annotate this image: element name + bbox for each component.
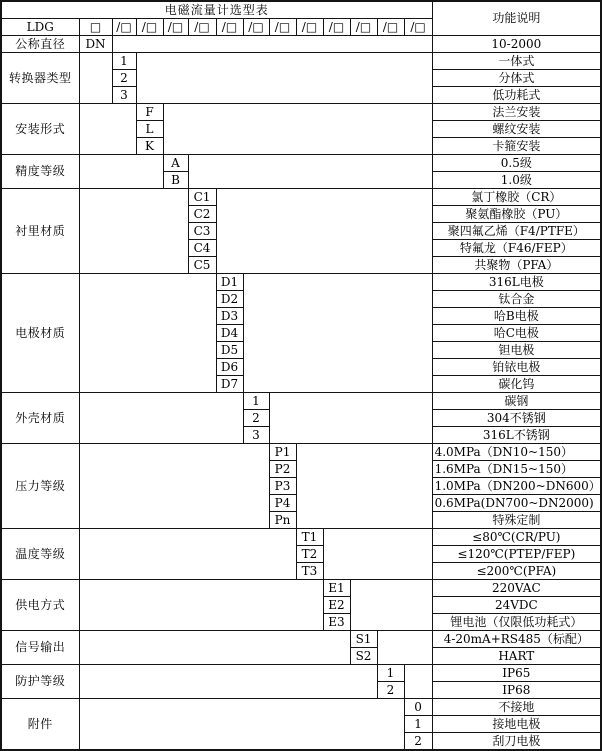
option-desc: 钛合金 xyxy=(432,291,601,308)
option-code: 2 xyxy=(404,733,432,751)
option-code: 2 xyxy=(377,682,404,699)
option-code: T2 xyxy=(296,546,323,563)
option-code: E1 xyxy=(323,580,350,597)
option-desc: 钽电极 xyxy=(432,342,601,359)
option-code: T3 xyxy=(296,563,323,580)
spacer-cell xyxy=(323,529,432,580)
option-code: 1 xyxy=(404,716,432,733)
spacer-cell xyxy=(216,189,432,274)
option-code: 1 xyxy=(377,665,404,682)
option-desc: 碳化钨 xyxy=(432,376,601,393)
option-code: 0 xyxy=(404,699,432,716)
spacer-cell xyxy=(377,631,432,665)
option-code: C3 xyxy=(188,223,216,240)
option-code: B xyxy=(163,172,188,189)
option-desc: 24VDC xyxy=(432,597,601,614)
spacer-cell xyxy=(79,53,112,104)
option-desc: 10-2000 xyxy=(432,36,601,53)
option-desc: 哈B电极 xyxy=(432,308,601,325)
code-slot-cell: /□ xyxy=(243,19,269,36)
option-desc: 碳钢 xyxy=(432,393,601,410)
option-desc: 低功耗式 xyxy=(432,87,601,104)
option-code: L xyxy=(136,121,163,138)
option-code: D6 xyxy=(216,359,243,376)
option-desc: 聚氨酯橡胶（PU） xyxy=(432,206,601,223)
option-code: T1 xyxy=(296,529,323,546)
category-label-protection-rating: 防护等级 xyxy=(1,665,79,699)
option-desc: 304不锈钢 xyxy=(432,410,601,427)
spacer-cell xyxy=(79,444,269,529)
spacer-cell xyxy=(404,665,432,699)
category-label-accessories: 附件 xyxy=(1,699,79,751)
category-label-housing-material: 外壳材质 xyxy=(1,393,79,444)
option-desc: 螺纹安装 xyxy=(432,121,601,138)
option-desc: 220VAC xyxy=(432,580,601,597)
spacer-cell xyxy=(243,274,432,393)
option-desc: 接地电极 xyxy=(432,716,601,733)
function-column-header: 功能说明 xyxy=(432,1,601,36)
option-code: D4 xyxy=(216,325,243,342)
option-desc: HART xyxy=(432,648,601,665)
option-desc: IP68 xyxy=(432,682,601,699)
spacer-cell xyxy=(79,155,163,189)
option-desc: 316L不锈钢 xyxy=(432,427,601,444)
option-desc: 1.0级 xyxy=(432,172,601,189)
option-desc: 氯丁橡胶（CR） xyxy=(432,189,601,206)
option-desc: ≤120℃(PTEP/FEP) xyxy=(432,546,601,563)
category-label-pressure-rating: 压力等级 xyxy=(1,444,79,529)
code-slot-cell: /□ xyxy=(323,19,350,36)
spacer-cell xyxy=(112,36,432,53)
option-code: 3 xyxy=(243,427,269,444)
code-slot-cell: /□ xyxy=(377,19,404,36)
spacer-cell xyxy=(79,699,404,751)
table-title: 电磁流量计选型表 xyxy=(1,1,432,19)
option-desc: 共聚物（PFA） xyxy=(432,257,601,274)
option-desc: 铂铱电极 xyxy=(432,359,601,376)
category-label-converter-type: 转换器类型 xyxy=(1,53,79,104)
option-desc: 聚四氟乙烯（F4/PTFE） xyxy=(432,223,601,240)
option-code: D3 xyxy=(216,308,243,325)
option-code: P1 xyxy=(269,444,296,461)
spacer-cell xyxy=(79,274,216,393)
category-label-installation: 安装形式 xyxy=(1,104,79,155)
code-slot-cell: /□ xyxy=(136,19,163,36)
model-prefix: LDG xyxy=(1,19,79,36)
option-code: Pn xyxy=(269,512,296,529)
option-code: E2 xyxy=(323,597,350,614)
option-code: 2 xyxy=(243,410,269,427)
spacer-cell xyxy=(79,189,188,274)
option-desc: 卡箍安装 xyxy=(432,138,601,155)
option-code: P2 xyxy=(269,461,296,478)
option-code: C2 xyxy=(188,206,216,223)
spacer-cell xyxy=(188,155,432,189)
option-code: D2 xyxy=(216,291,243,308)
category-label-nominal-diameter: 公称直径 xyxy=(1,36,79,53)
option-code: 2 xyxy=(112,70,136,87)
spacer-cell xyxy=(136,53,432,104)
code-slot-cell: /□ xyxy=(296,19,323,36)
option-code: C1 xyxy=(188,189,216,206)
option-desc: 特殊定制 xyxy=(432,512,601,529)
option-desc: 锂电池（仅限低功耗式） xyxy=(432,614,601,631)
option-code: D5 xyxy=(216,342,243,359)
option-code: D7 xyxy=(216,376,243,393)
option-code: D1 xyxy=(216,274,243,291)
code-slot-cell: /□ xyxy=(112,19,136,36)
spacer-cell xyxy=(269,393,432,444)
option-desc: IP65 xyxy=(432,665,601,682)
option-code: C4 xyxy=(188,240,216,257)
category-label-accuracy: 精度等级 xyxy=(1,155,79,189)
category-label-electrode-material: 电极材质 xyxy=(1,274,79,393)
option-desc: 4.0MPa（DN10~150） xyxy=(432,444,601,461)
spacer-cell xyxy=(79,665,377,699)
option-code: 3 xyxy=(112,87,136,104)
option-desc: 0.6MPa(DN700~DN2000) xyxy=(432,495,601,512)
option-desc: ≤200℃(PFA) xyxy=(432,563,601,580)
option-desc: 316L电极 xyxy=(432,274,601,291)
option-code: K xyxy=(136,138,163,155)
category-label-temperature-rating: 温度等级 xyxy=(1,529,79,580)
option-code: S2 xyxy=(350,648,377,665)
option-code: P4 xyxy=(269,495,296,512)
spacer-cell xyxy=(79,580,323,631)
dn-code-box: □ xyxy=(79,19,112,36)
option-code: A xyxy=(163,155,188,172)
spacer-cell xyxy=(79,529,296,580)
option-desc: 法兰安装 xyxy=(432,104,601,121)
option-code: S1 xyxy=(350,631,377,648)
code-slot-cell: /□ xyxy=(163,19,188,36)
spacer-cell xyxy=(163,104,432,155)
option-desc: 1.0MPa（DN200~DN600） xyxy=(432,478,601,495)
option-code: P3 xyxy=(269,478,296,495)
category-label-power-supply: 供电方式 xyxy=(1,580,79,631)
option-desc: ≤80℃(CR/PU) xyxy=(432,529,601,546)
option-code: F xyxy=(136,104,163,121)
option-desc: 刮刀电极 xyxy=(432,733,601,751)
option-code: 1 xyxy=(112,53,136,70)
option-desc: 1.6MPa（DN15~150） xyxy=(432,461,601,478)
option-code: DN xyxy=(79,36,112,53)
option-desc: 4-20mA+RS485（标配） xyxy=(432,631,601,648)
code-slot-cell: /□ xyxy=(188,19,216,36)
code-slot-cell: /□ xyxy=(350,19,377,36)
category-label-lining-material: 衬里材质 xyxy=(1,189,79,274)
spacer-cell xyxy=(79,631,350,665)
option-desc: 0.5级 xyxy=(432,155,601,172)
option-code: 1 xyxy=(243,393,269,410)
code-slot-cell: /□ xyxy=(216,19,243,36)
spacer-cell xyxy=(350,580,432,631)
code-slot-cell: /□ xyxy=(269,19,296,36)
category-label-signal-output: 信号输出 xyxy=(1,631,79,665)
code-slot-cell: /□ xyxy=(404,19,432,36)
spacer-cell xyxy=(79,104,136,155)
spacer-cell xyxy=(296,444,432,529)
option-code: E3 xyxy=(323,614,350,631)
option-desc: 一体式 xyxy=(432,53,601,70)
option-desc: 特氟龙（F46/FEP） xyxy=(432,240,601,257)
option-desc: 哈C电极 xyxy=(432,325,601,342)
option-code: C5 xyxy=(188,257,216,274)
spacer-cell xyxy=(79,393,243,444)
option-desc: 分体式 xyxy=(432,70,601,87)
option-desc: 不接地 xyxy=(432,699,601,716)
